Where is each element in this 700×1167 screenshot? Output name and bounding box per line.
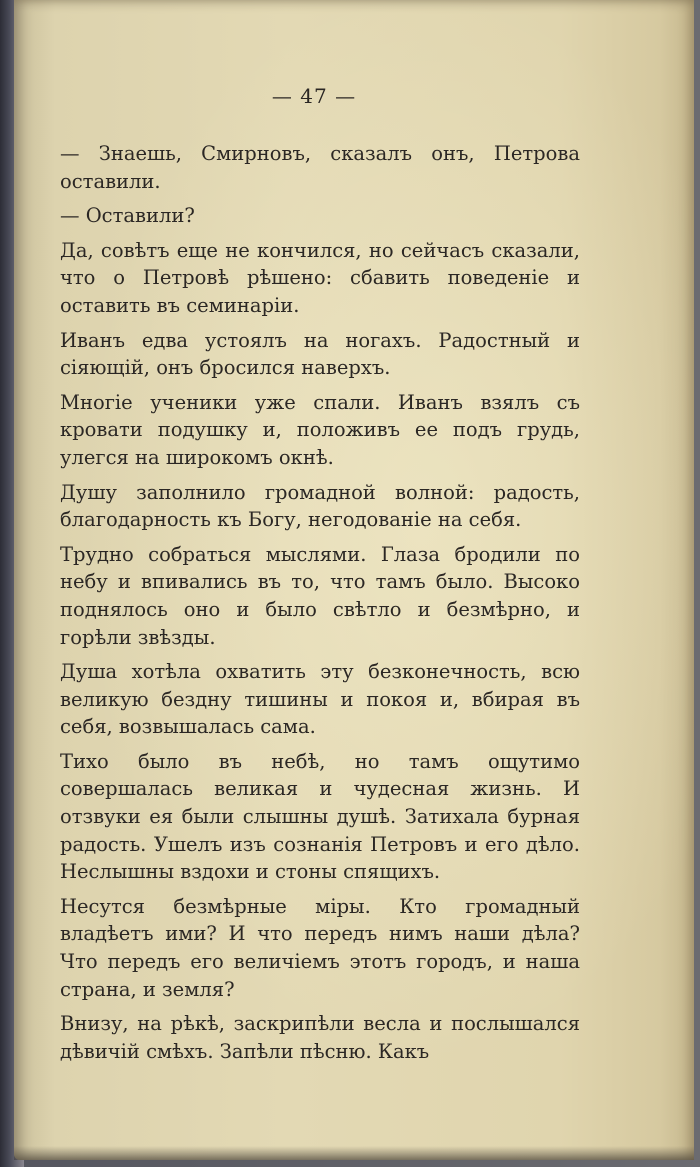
- paragraph-4: Иванъ едва устоялъ на ногахъ. Радостный и сіяющій, онъ бросился наверхъ.: [60, 328, 580, 380]
- page-number: — 47 —: [271, 84, 357, 108]
- paragraph-3: Да, совѣтъ еще не кончился, но сейчасъ сказали, что о Петровѣ рѣшено: сбавить поведеніе и оставить въ семинаріи.: [60, 238, 580, 317]
- paragraph-10: Несутся безмѣрные міры. Кто громадный владѣетъ ими? И что передъ нимъ наши дѣла? Что передъ его величіемъ этотъ городъ, и наша страна, и земля?: [60, 894, 580, 1001]
- book-page: [14, 0, 694, 1160]
- paragraph-9: Тихо было въ небѣ, но тамъ ощутимо совершалась великая и чудесная жизнь. И отзвуки ея были слышны душѣ. Затихала бурная радость. Ушелъ изъ сознанія Петровъ и его дѣло. Неслышны вздохи и стоны спящихъ.: [60, 749, 580, 884]
- paragraph-7: Трудно собраться мыслями. Глаза бродили по небу и впивались въ то, что тамъ было. Высоко поднялось оно и было свѣтло и безмѣрно, и горѣли звѣзды.: [60, 542, 580, 649]
- page-bottom-shadow: [14, 1146, 694, 1160]
- paragraph-5: Многіе ученики уже спали. Иванъ взялъ съ кровати подушку и, положивъ ее подъ грудь, улегся на широкомъ окнѣ.: [60, 390, 580, 469]
- page-text: [60, 140, 580, 1072]
- paragraph-11: Внизу, на рѣкѣ, заскрипѣли весла и послышался дѣвичій смѣхъ. Запѣли пѣсню. Какъ: [60, 1012, 580, 1063]
- paragraph-1: — Знаешь, Смирновъ, сказалъ онъ, Петрова оставили.: [60, 142, 580, 193]
- paragraph-6: Душу заполнило громадной волной: радость, благодарность къ Богу, негодованіе на себя.: [60, 480, 580, 532]
- paragraph-8: Душа хотѣла охватить эту безконечность, всю великую бездну тишины и покоя и, вбирая въ себя, возвышалась сама.: [60, 660, 580, 739]
- paragraph-2: — Оставили?: [60, 204, 195, 228]
